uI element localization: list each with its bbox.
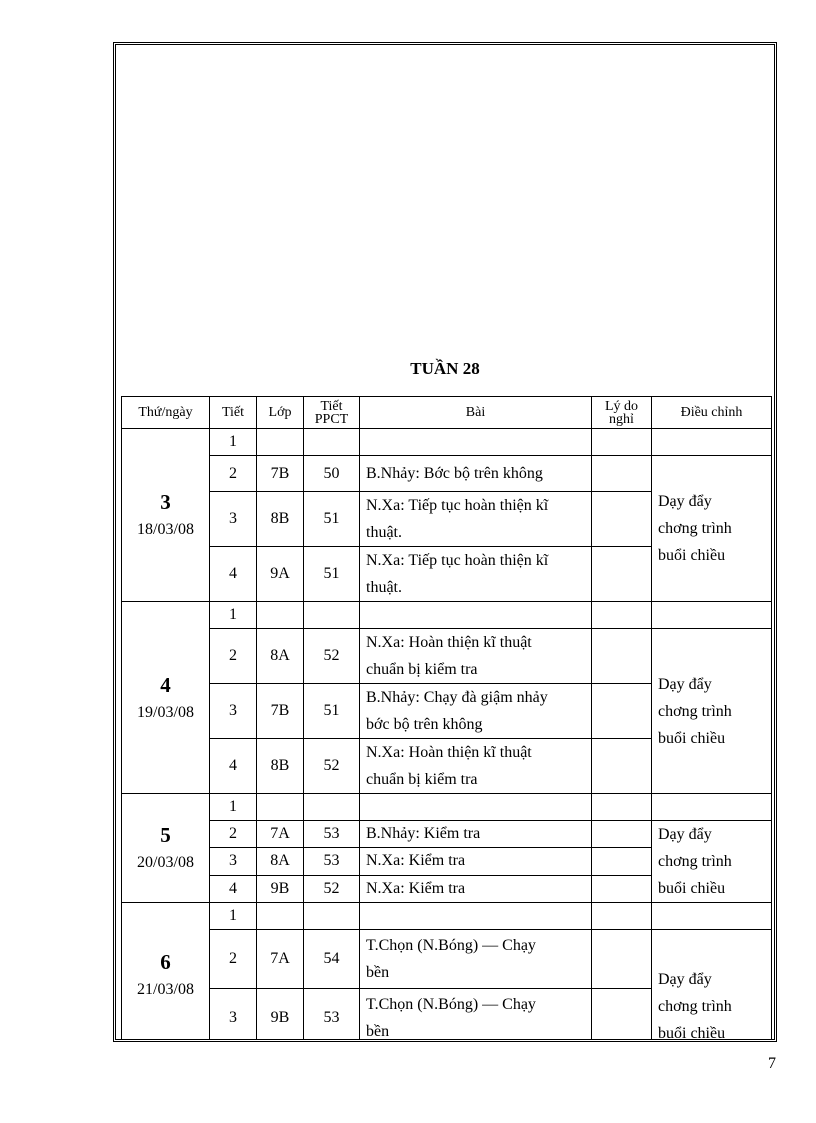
class-cell: 9A [257,547,304,602]
lesson-line2: chuẩn bị kiểm tra [366,771,478,788]
class-cell: 7A [257,821,304,848]
class-cell: 9B [257,875,304,902]
day-date: 19/03/08 [137,703,194,721]
reason-cell [592,930,652,989]
header-ppct-line2: PPCT [314,411,349,427]
header-period: Tiết [210,397,257,429]
class-cell [257,429,304,456]
lesson-cell: B.Nhảy: Bớc bộ trên không [360,456,592,492]
adjust-line2: chơng trình [658,702,732,720]
day-number: 5 [160,823,171,847]
reason-cell [592,492,652,547]
lesson-cell [360,794,592,821]
lesson-cell [360,989,592,1043]
reason-cell [592,456,652,492]
lesson-line1: N.Xa: Hoàn thiện kĩ thuật [366,744,532,761]
header-class: Lớp [257,397,304,429]
reason-cell [592,739,652,794]
adjust-line1: Dạy đẩy [658,493,712,510]
ppct-cell: 53 [304,821,360,848]
adjust-cell [652,456,772,602]
lesson-cell [360,684,592,739]
period-cell: 4 [210,547,257,602]
adjust-line2: chơng trình [658,853,732,870]
period-cell: 4 [210,875,257,902]
table-row [122,794,772,821]
class-cell [257,903,304,930]
adjust-line3: buổi chiều [658,880,726,897]
reason-cell [592,547,652,602]
period-cell: 2 [210,821,257,848]
adjust-line2: chơng trình [658,998,732,1015]
ppct-cell: 50 [304,456,360,492]
adjust-cell [652,602,772,629]
lesson-cell [360,739,592,794]
period-cell: 1 [210,602,257,629]
class-cell: 7B [257,456,304,492]
lesson-line2: thuật. [366,524,402,541]
ppct-cell [304,429,360,456]
class-cell [257,794,304,821]
lesson-cell [360,903,592,930]
table-row [122,629,772,684]
schedule-table [121,396,772,1042]
reason-cell [592,794,652,821]
day-date: 18/03/08 [137,521,194,538]
period-cell: 4 [210,739,257,794]
ppct-cell [304,602,360,629]
table-row [122,903,772,930]
adjust-cell [652,930,772,1043]
period-cell: 3 [210,848,257,875]
reason-cell [592,629,652,684]
adjust-line2: chơng trình [658,520,732,537]
lesson-cell [360,492,592,547]
day-number: 4 [160,672,171,697]
reason-cell [592,848,652,875]
reason-cell [592,875,652,902]
header-reason [592,397,652,429]
class-cell [257,602,304,629]
ppct-cell: 53 [304,989,360,1043]
ppct-cell: 51 [304,492,360,547]
class-cell: 7A [257,930,304,989]
adjust-cell [652,429,772,456]
table-row [122,930,772,989]
class-cell: 7B [257,684,304,739]
day-number: 6 [160,950,171,974]
table-row [122,456,772,492]
lesson-line2: bền [366,964,390,981]
lesson-line2: bền [366,1023,390,1040]
ppct-cell: 52 [304,739,360,794]
class-cell: 8B [257,739,304,794]
table-row [122,602,772,629]
lesson-line2: bớc bộ trên không [366,716,483,733]
lesson-line1: B.Nhảy: Chạy đà giậm nhảy [366,689,548,706]
adjust-line1: Dạy đẩy [658,826,712,843]
adjust-line3: buổi chiều [658,547,726,564]
header-day: Thứ/ngày [122,397,210,429]
period-cell: 3 [210,989,257,1043]
period-cell: 1 [210,794,257,821]
header-ppct-line1: Tiết [320,398,343,414]
lesson-cell: N.Xa: Kiểm tra [360,875,592,902]
page-frame [113,42,777,1042]
class-cell: 8B [257,492,304,547]
class-cell: 8A [257,848,304,875]
period-cell: 2 [210,629,257,684]
header-ppct [304,397,360,429]
ppct-cell: 54 [304,930,360,989]
day-cell [122,794,210,903]
period-cell: 3 [210,684,257,739]
header-reason-line1: Lý do [604,398,639,414]
lesson-cell: B.Nhảy: Kiểm tra [360,821,592,848]
day-cell [122,903,210,1043]
class-cell: 8A [257,629,304,684]
lesson-cell [360,602,592,629]
header-row [122,397,772,429]
lesson-line2: chuẩn bị kiểm tra [366,661,478,678]
lesson-line1: N.Xa: Tiếp tục hoàn thiện kĩ [366,497,549,514]
day-date: 21/03/08 [137,981,194,998]
day-number: 3 [160,490,171,514]
lesson-line1: T.Chọn (N.Bóng) — Chạy [366,937,536,954]
reason-cell [592,429,652,456]
ppct-cell: 51 [304,684,360,739]
reason-cell [592,903,652,930]
header-lesson: Bài [360,397,592,429]
lesson-cell [360,930,592,989]
adjust-cell [652,903,772,930]
period-cell: 1 [210,429,257,456]
period-cell: 1 [210,903,257,930]
lesson-cell [360,629,592,684]
lesson-line1: N.Xa: Hoàn thiện kĩ thuật [366,634,532,651]
header-reason-line2: nghỉ [609,411,634,427]
adjust-line3: buổi chiều [658,1025,726,1042]
period-cell: 3 [210,492,257,547]
adjust-line3: buổi chiều [658,729,726,747]
ppct-cell: 53 [304,848,360,875]
page-number: 7 [768,1055,776,1072]
day-cell [122,602,210,794]
ppct-cell: 52 [304,875,360,902]
week-title: TUẦN 28 [410,359,480,378]
lesson-cell [360,429,592,456]
ppct-cell: 52 [304,629,360,684]
ppct-cell [304,794,360,821]
adjust-cell [652,821,772,903]
day-cell [122,429,210,602]
reason-cell [592,684,652,739]
ppct-cell [304,903,360,930]
period-cell: 2 [210,930,257,989]
reason-cell [592,821,652,848]
adjust-line1: Dạy đẩy [658,971,712,988]
table-row [122,429,772,456]
table-row [122,821,772,848]
period-cell: 2 [210,456,257,492]
lesson-line1: N.Xa: Tiếp tục hoàn thiện kĩ [366,552,549,569]
lesson-line2: thuật. [366,579,402,596]
adjust-cell [652,794,772,821]
lesson-cell [360,547,592,602]
class-cell: 9B [257,989,304,1043]
adjust-line1: Dạy đẩy [658,675,712,693]
reason-cell [592,602,652,629]
lesson-cell: N.Xa: Kiểm tra [360,848,592,875]
reason-cell [592,989,652,1043]
adjust-cell [652,629,772,794]
header-adjust: Điều chỉnh [652,397,772,429]
lesson-line1: T.Chọn (N.Bóng) — Chạy [366,996,536,1013]
ppct-cell: 51 [304,547,360,602]
day-date: 20/03/08 [137,854,194,871]
